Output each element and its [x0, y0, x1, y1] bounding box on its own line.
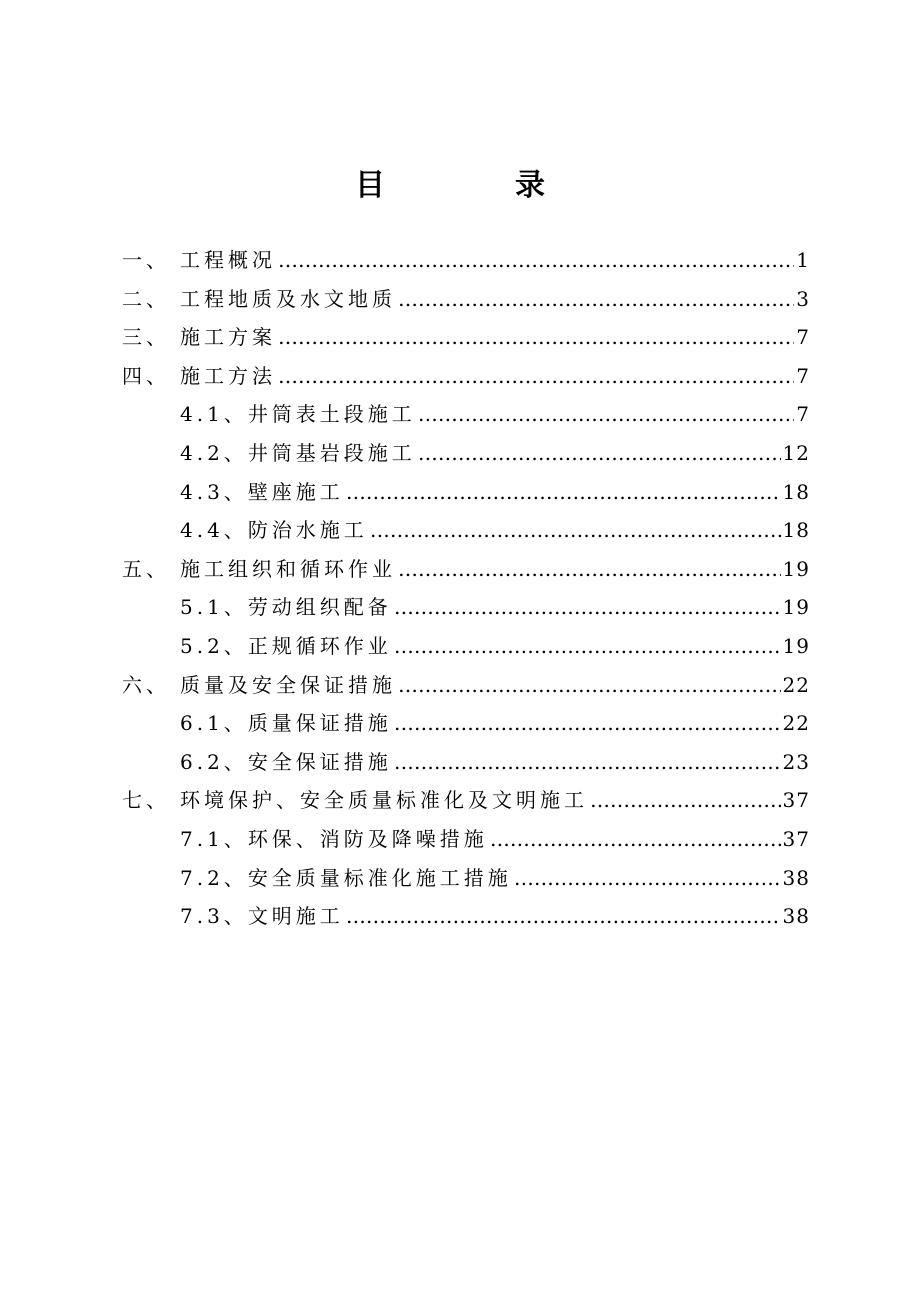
toc-entry-label: 工程地质及水文地质 [180, 286, 396, 311]
toc-entry-label: 防治水施工 [247, 518, 368, 543]
toc-subentry[interactable] [122, 514, 810, 553]
toc-page-number: 7 [796, 402, 810, 427]
toc-entry[interactable] [122, 784, 810, 823]
toc-entry[interactable] [122, 321, 810, 360]
toc-entry-label: 井筒基岩段施工 [247, 440, 416, 465]
toc-entry-number: 4.4、 [180, 518, 248, 543]
toc-leader-dots [418, 402, 794, 426]
table-of-contents [122, 244, 810, 939]
toc-entry-label: 正规循环作业 [247, 633, 392, 658]
toc-subentry[interactable] [122, 900, 810, 939]
toc-subentry[interactable] [122, 437, 810, 476]
toc-leader-dots [278, 248, 794, 272]
toc-page-number: 38 [782, 904, 810, 929]
toc-entry[interactable] [122, 360, 810, 399]
toc-subentry[interactable] [122, 746, 810, 785]
toc-entry-number: 七、 [122, 788, 170, 813]
toc-leader-dots [394, 634, 781, 658]
toc-entry-number: 六、 [122, 672, 170, 697]
toc-entry[interactable] [122, 669, 810, 708]
toc-entry-label: 井筒表土段施工 [247, 402, 416, 427]
toc-page-number: 1 [796, 248, 810, 272]
toc-page-number: 7 [796, 363, 810, 388]
toc-leader-dots [398, 557, 781, 581]
toc-leader-dots [394, 711, 781, 735]
toc-page-number: 3 [796, 286, 810, 311]
toc-page-number: 12 [782, 440, 810, 465]
toc-page-number: 19 [782, 556, 810, 581]
toc-entry-label: 施工方法 [180, 363, 276, 388]
toc-entry-label: 质量及安全保证措施 [180, 672, 396, 697]
toc-entry-number: 二、 [122, 286, 170, 311]
toc-entry[interactable] [122, 553, 810, 592]
toc-entry-label: 施工方案 [180, 325, 276, 350]
toc-leader-dots [346, 480, 781, 504]
toc-entry-number: 7.1、 [180, 826, 248, 851]
toc-entry-number: 五、 [122, 556, 170, 581]
toc-subentry[interactable] [122, 476, 810, 515]
toc-subentry[interactable] [122, 823, 810, 862]
toc-entry-number: 7.3、 [180, 904, 248, 929]
toc-entry-label: 质量保证措施 [247, 711, 392, 736]
toc-page-number: 19 [782, 595, 810, 620]
toc-entry-label: 劳动组织配备 [247, 595, 392, 620]
toc-leader-dots [398, 287, 794, 311]
toc-page-number: 37 [782, 788, 810, 813]
toc-entry-number: 三、 [122, 325, 170, 350]
toc-page-number: 23 [782, 749, 810, 774]
toc-entry-label: 工程概况 [180, 248, 276, 272]
toc-entry-label: 环保、消防及降噪措施 [247, 826, 488, 851]
toc-entry-label: 施工组织和循环作业 [180, 556, 396, 581]
toc-leader-dots [590, 788, 781, 812]
toc-page-number: 18 [782, 518, 810, 543]
toc-page-number: 38 [782, 865, 810, 890]
toc-entry-number: 四、 [122, 363, 170, 388]
toc-leader-dots [514, 866, 781, 890]
toc-entry-number: 7.2、 [180, 865, 248, 890]
toc-page-number: 7 [796, 325, 810, 350]
toc-page-number: 37 [782, 826, 810, 851]
toc-entry-label: 安全质量标准化施工措施 [247, 865, 512, 890]
toc-subentry[interactable] [122, 707, 810, 746]
toc-subentry[interactable] [122, 398, 810, 437]
toc-leader-dots [346, 904, 781, 928]
toc-page-number: 18 [782, 479, 810, 504]
toc-leader-dots [418, 441, 781, 465]
toc-entry-number: 6.2、 [180, 749, 248, 774]
toc-leader-dots [278, 325, 794, 349]
toc-entry-number: 5.1、 [180, 595, 248, 620]
toc-entry-number: 4.3、 [180, 479, 248, 504]
toc-leader-dots [394, 750, 781, 774]
toc-leader-dots [490, 827, 781, 851]
toc-page-number: 22 [782, 711, 810, 736]
toc-entry-number: 4.1、 [180, 402, 248, 427]
toc-entry-number: 一、 [122, 248, 170, 272]
toc-entry-number: 4.2、 [180, 440, 248, 465]
toc-entry-label: 文明施工 [247, 904, 344, 929]
toc-subentry[interactable] [122, 862, 810, 901]
toc-leader-dots [394, 595, 781, 619]
toc-page-number: 22 [782, 672, 810, 697]
toc-entry-number: 5.2、 [180, 633, 248, 658]
toc-page-number: 19 [782, 633, 810, 658]
toc-entry-number: 6.1、 [180, 711, 248, 736]
toc-entry[interactable] [122, 244, 810, 283]
toc-entry-label: 环境保护、安全质量标准化及文明施工 [180, 788, 588, 813]
toc-entry[interactable] [122, 283, 810, 322]
toc-subentry[interactable] [122, 591, 810, 630]
toc-subentry[interactable] [122, 630, 810, 669]
toc-leader-dots [398, 673, 781, 697]
toc-leader-dots [370, 518, 781, 542]
toc-entry-label: 安全保证措施 [247, 749, 392, 774]
toc-entry-label: 壁座施工 [247, 479, 344, 504]
toc-leader-dots [278, 364, 794, 388]
page-title: 目 录 [355, 168, 595, 203]
